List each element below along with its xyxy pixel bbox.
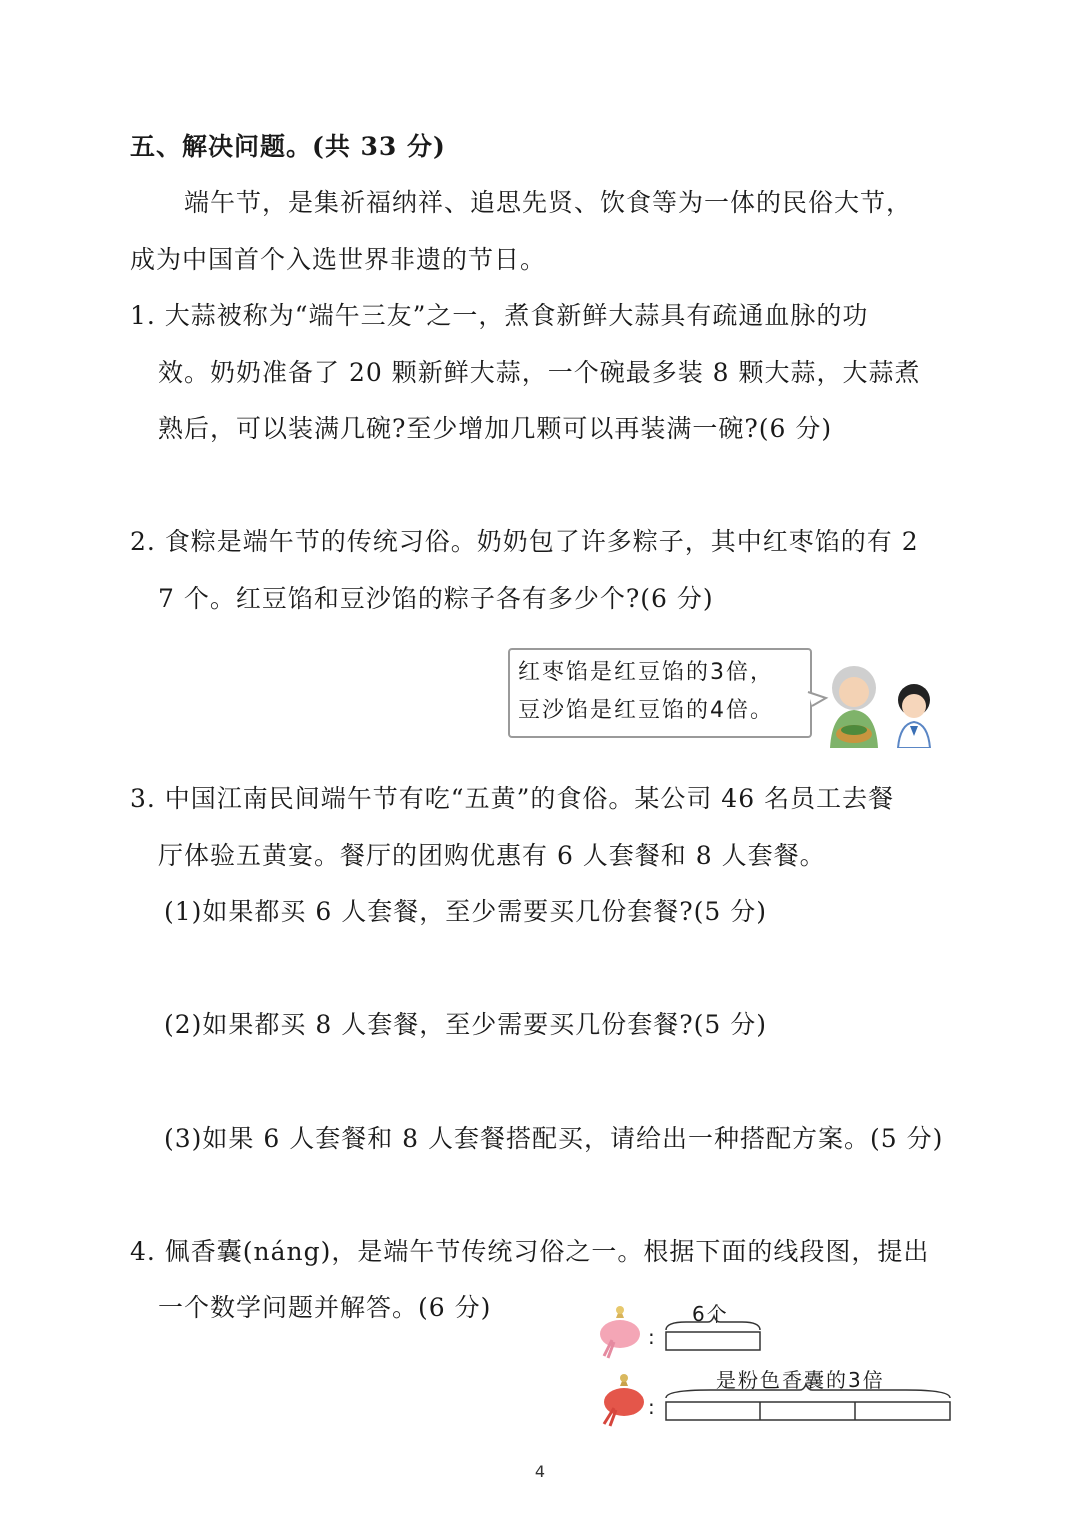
question-2-line-2: 7 个。红豆馅和豆沙馅的粽子各有多少个?(6 分)	[158, 584, 714, 613]
bottom-segment	[666, 1402, 950, 1420]
bubble-line-2: 豆沙馅是红豆馅的4倍。	[518, 698, 774, 723]
bubble-line-1: 红枣馅是红豆馅的3倍，	[518, 660, 774, 685]
question-3-line-1: 3. 中国江南民间端午节有吃“五黄”的食俗。某公司 46 名员工去餐	[130, 784, 895, 813]
question-1-line-2: 效。奶奶准备了 20 颗新鲜大蒜，一个碗最多装 8 颗大蒜，大蒜煮	[158, 358, 921, 387]
page-number: 4	[534, 1462, 546, 1481]
question-4-line-1: 4. 佩香囊(náng)，是端午节传统习俗之一。根据下面的线段图，提出	[130, 1237, 930, 1266]
question-1-line-1: 1. 大蒜被称为“端午三友”之一，煮食新鲜大蒜具有疏通血脉的功	[130, 301, 869, 330]
question-3-sub-1: (1)如果都买 6 人套餐，至少需要买几份套餐?(5 分)	[164, 897, 767, 926]
section-title: 五、解决问题。(共 33 分)	[130, 132, 446, 161]
top-colon: :	[648, 1325, 657, 1349]
question-4-line-2: 一个数学问题并解答。(6 分)	[158, 1293, 492, 1322]
top-segment-label: 6个	[692, 1302, 729, 1326]
speech-bubble	[508, 648, 812, 738]
intro-line-1: 端午节，是集祈福纳祥、追思先贤、饮食等为一体的民俗大节，	[184, 188, 913, 217]
bottom-colon: :	[648, 1395, 657, 1419]
bottom-segment-label: 是粉色香囊的3倍	[716, 1368, 885, 1392]
question-2-line-1: 2. 食粽是端午节的传统习俗。奶奶包了许多粽子，其中红枣馅的有 2	[130, 527, 919, 556]
intro-line-2: 成为中国首个入选世界非遗的节日。	[130, 245, 547, 274]
red-sachet-icon	[604, 1374, 644, 1426]
question-3-line-2: 厅体验五黄宴。餐厅的团购优惠有 6 人套餐和 8 人套餐。	[158, 841, 826, 870]
top-brace	[666, 1316, 760, 1330]
segment-diagram	[590, 1300, 970, 1430]
bottom-brace	[666, 1384, 950, 1398]
top-segment	[666, 1332, 760, 1350]
grandma-child-illustration	[806, 652, 946, 748]
question-3-sub-3: (3)如果 6 人套餐和 8 人套餐搭配买，请给出一种搭配方案。(5 分)	[164, 1124, 944, 1153]
question-3-sub-2: (2)如果都买 8 人套餐，至少需要买几份套餐?(5 分)	[164, 1010, 767, 1039]
pink-sachet-icon	[600, 1306, 640, 1358]
question-1-line-3: 熟后，可以装满几碗?至少增加几颗可以再装满一碗?(6 分)	[158, 414, 833, 443]
